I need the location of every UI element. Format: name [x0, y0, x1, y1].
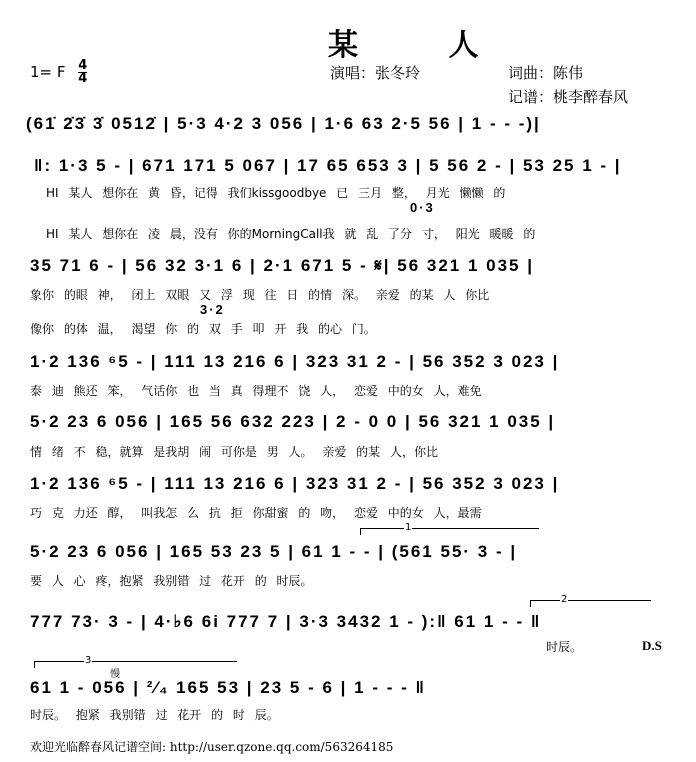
notation-row-4: 5·2 23 6 056 | 165 56 632 223 | 2 - 0 0 | 56 321 1 035 |: [30, 412, 556, 431]
lyric-row-2-verse-2: 像你 的体 温， 渴望 你 的 双 手 叩 开 我 的心 门。: [30, 322, 376, 336]
dal-segno-mark: D.S: [642, 638, 662, 653]
volta-bracket-1: [360, 528, 539, 535]
singer-credit: 演唱：张冬玲: [330, 64, 421, 82]
lyric-row-1-verse-2: HI 某人 想你在 凌 晨，没有 你的MorningCall我 就 乱 了分 寸， 阳光 暖暖 的: [46, 227, 536, 241]
transcriber-credit: 记谱：桃李醉春风: [508, 88, 629, 106]
lyric-row-7: 时辰。: [546, 640, 583, 654]
time-signature: $\frac{4}{4}$: [78, 58, 88, 86]
volta-number-2: 2: [561, 594, 568, 605]
lyric-row-5: 巧 克 力还 醇， 叫我怎 么 抗 拒 你甜蜜 的 吻， 恋爱 中的女 人，最需: [30, 506, 482, 520]
lyric-row-1-verse-1: HI 某人 想你在 黄 昏，记得 我们kissgoodbye 已 三月 整， 月光 懒懒 的: [46, 186, 506, 200]
notation-row-5: 1·2 136 ⁶5 - | 111 13 216 6 | 323 31 2 - | 56 352 3 023 |: [30, 474, 560, 493]
lyric-row-3: 泰 迪 熊还 笨， 气话你 也 当 真 得理不 饶 人， 恋爱 中的女 人，难免: [30, 384, 482, 398]
lyric-row-6: 要 人 心 疼，抱紧 我别错 过 花开 的 时辰。: [30, 574, 313, 588]
volta-number-3: 3: [85, 655, 92, 666]
song-title: 某 人: [328, 28, 519, 63]
volta-bracket-2: [530, 600, 651, 607]
notation-row-1: ‖: 1·3 5 - | 671 171 5 067 | 17 65 653 3 | 5 56 2 - | 53 25 1 - |: [34, 156, 622, 175]
alt-note-1: 0·3: [410, 200, 435, 215]
key-label: 1= F: [30, 63, 66, 81]
key-signature: [30, 60, 87, 85]
volta-bracket-3: [34, 661, 237, 668]
tempo-mark-slow: 慢: [110, 669, 120, 680]
notation-row-6: 5·2 23 6 056 | 165 53 23 5 | 61 1 - - | (561 55· 3 - |: [30, 542, 518, 561]
footer-credit: 欢迎光临醉春风记谱空间: http://user.qzone.qq.com/563264185: [30, 740, 394, 754]
composer-credit: 词曲：陈伟: [508, 64, 584, 82]
notation-row-8: 61 1 - 056 | ²⁄₄ 165 53 | 23 5 - 6 | 1 - - - ‖: [30, 678, 426, 697]
lyric-row-2-verse-1: 象你 的眼 神， 闭上 双眼 又 浮 现 往 日 的情 深。 亲爱 的某 人 你比: [30, 288, 490, 302]
notation-row-3: 1·2 136 ⁶5 - | 111 13 216 6 | 323 31 2 - | 56 352 3 023 |: [30, 352, 560, 371]
lyric-row-4: 情 绪 不 稳，就算 是我胡 闹 可你是 男 人。 亲爱 的某 人，你比: [30, 445, 438, 459]
notation-row-2: 35 71 6 - | 56 32 3·1 6 | 2·1 671 5 - 𝄋| 56 321 1 035 |: [30, 256, 534, 275]
notation-row-intro: (61̇ 2̇3̇ 3̇ 0512̇ | 5·3 4·2 3 056 | 1·6 63 2·5 56 | 1 - - -)|: [26, 114, 541, 133]
notation-row-7: 777 73· 3 - | 4·♭6 6i 777 7 | 3·3 3432 1 - ):‖ 61 1 - - ‖: [30, 612, 542, 631]
volta-number-1: 1: [405, 522, 412, 533]
alt-note-2: 3·2: [200, 302, 225, 317]
lyric-row-8: 时辰。 抱紧 我别错 过 花开 的 时 辰。: [30, 708, 279, 722]
